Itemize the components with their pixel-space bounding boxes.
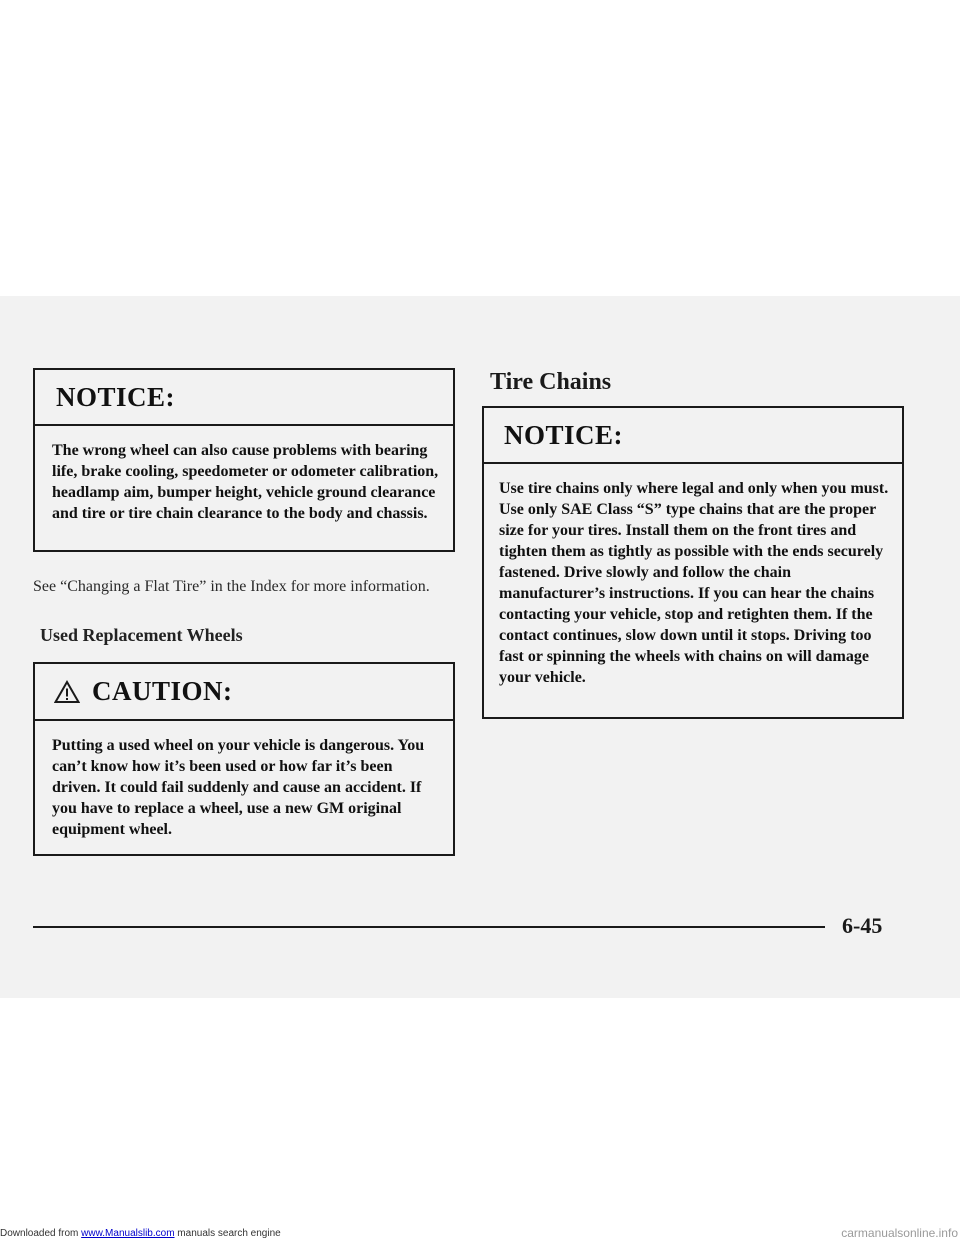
tire-chains-notice-title: NOTICE: [484,408,902,464]
warning-triangle-icon [54,680,80,704]
footer-rule [33,926,825,928]
footer-prefix: Downloaded from [0,1228,82,1239]
watermark-text: carmanualsonline.info [841,1226,958,1240]
tire-chains-heading: Tire Chains [490,369,612,395]
notice-body: The wrong wheel can also cause problems with bearing life, brake cooling, speedometer or odometer calibration, headlamp aim, bumper height, vehicle ground clearance and tire or tire chain clearance to the body and chassis. [52,442,439,522]
tire-chains-notice-box [482,406,904,719]
page-number: 6-45 [842,913,883,938]
caution-box [33,662,455,856]
manualslib-link[interactable]: www.Manualslib.com [81,1228,175,1239]
download-footer [0,1228,281,1239]
tire-chains-notice-body: Use tire chains only where legal and only when you must. Use only SAE Class “S” type chains that are the proper size for your tires. Install them on the front tires and tighten them as tightly as possible with the ends securely fastened. Drive slowly and follow the chain manufacturer’s instructions. If you can hear the chains contacting your vehicle, stop and retighten them. If the contact continues, slow down until it stops. Driving too fast or spinning the wheels with chains on will damage your vehicle. [499,480,889,686]
wheel-notice-box [33,368,455,552]
caution-title: CAUTION: [92,676,233,706]
notice-title: NOTICE: [35,370,453,426]
caution-body: Putting a used wheel on your vehicle is dangerous. You can’t know how it’s been used or how far it’s been driven. It could fail suddenly and cause an accident. If you have to replace a wheel, use a new GM original equipment wheel. [52,737,425,838]
body-paragraph: See “Changing a Flat Tire” in the Index for more information. [33,578,430,595]
caution-header [35,664,453,721]
used-wheels-subheading: Used Replacement Wheels [40,625,243,645]
footer-suffix: manuals search engine [174,1228,281,1239]
